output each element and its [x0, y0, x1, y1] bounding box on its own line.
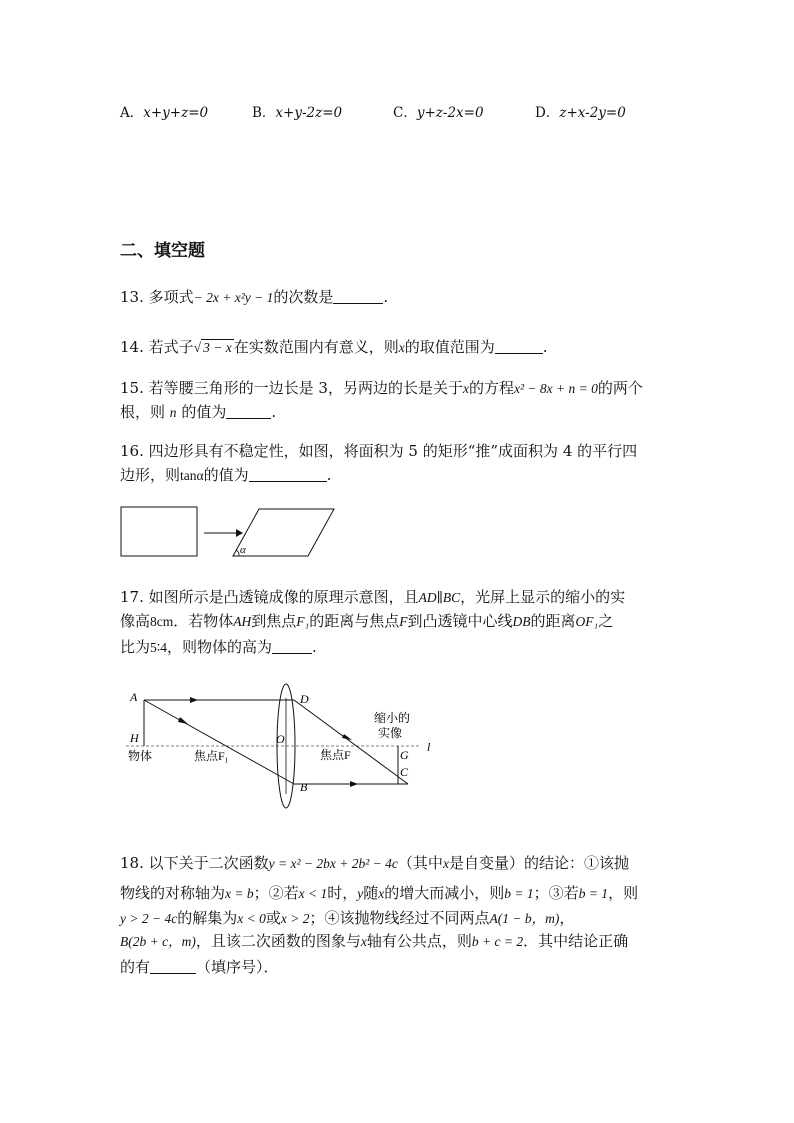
question-18-line-1: 18. 以下关于二次函数y = x² − 2bx + 2b² − 4c（其中x是自变量）的结论：①该抛 [120, 854, 629, 872]
label-image-line-2: 实像 [378, 726, 403, 740]
answer-blank[interactable] [249, 467, 327, 482]
label-image-line-1: 缩小的 [374, 711, 411, 725]
question-17-line-1: 17. 如图所示是凸透镜成像的原理示意图，且AD∥BC，光屏上显示的缩小的实 [120, 588, 626, 606]
answer-blank[interactable] [272, 639, 312, 654]
question-15-line-2: 根，则 n 的值为 . [120, 403, 277, 421]
ray-arrow-icon [178, 717, 188, 724]
question-17-line-2: 像高8cm．若物体AH到焦点F₁的距离与焦点F到凸透镜中心线DB的距离OF₁之 [120, 612, 614, 630]
question-16-line-1: 16. 四边形具有不稳定性，如图，将面积为 5 的矩形“推”成面积为 4 的平行四 [120, 442, 638, 460]
parallelogram-shape [233, 509, 334, 556]
answer-blank[interactable] [150, 959, 196, 974]
label-G: G [400, 748, 409, 762]
option-d: D．z+x-2y=0 [535, 105, 626, 121]
question-18-line-5: 的有 （填序号）． [120, 958, 279, 976]
ray-arrow-icon [350, 781, 358, 787]
label-H: H [130, 731, 139, 745]
section-title: 二、填空题 [120, 241, 205, 261]
label-O: O [276, 732, 285, 746]
angle-arc [236, 550, 239, 556]
option-a: A．x+y+z=0 [120, 105, 209, 121]
label-focus-F1: 焦点F₁ [194, 749, 229, 763]
question-16-line-2: 边形，则tanα的值为 . [120, 466, 332, 484]
label-C: C [400, 765, 409, 779]
question-15-line-1: 15. 若等腰三角形的一边长是 3，另两边的长是关于x的方程x² − 8x + n = 0的两个 [120, 379, 643, 397]
ray-arrow-icon [190, 697, 198, 703]
rectangle-parallelogram-figure [115, 500, 345, 564]
label-object: 物体 [128, 749, 153, 763]
answer-blank[interactable] [226, 404, 271, 419]
question-13: 13. 多项式− 2x + x²y − 1的次数是 . [120, 288, 389, 306]
label-l: l [427, 740, 431, 754]
question-18-line-2: 物线的对称轴为x = b；②若x < 1时，y随x的增大而减小，则b = 1；③若b = 1，则 [120, 884, 639, 902]
alpha-label: α [240, 544, 246, 556]
question-18-line-4: B(2b + c，m)，且该二次函数的图象与x轴有公共点，则b + c = 2．其中结论正确 [120, 932, 629, 950]
label-focus-F: 焦点F [320, 748, 351, 762]
convex-lens-diagram [118, 680, 448, 810]
option-c: C．y+z-2x=0 [393, 105, 484, 121]
ray-AB [144, 700, 294, 784]
answer-blank[interactable] [333, 289, 383, 304]
arrow-head-icon [236, 529, 243, 537]
rectangle-shape [121, 507, 197, 556]
question-14: 14. 若式子√ 3 − x 在实数范围内有意义，则x的取值范围为 . [120, 338, 548, 356]
question-17-line-3: 比为5∶4，则物体的高为 . [120, 638, 317, 656]
answer-blank[interactable] [495, 339, 543, 354]
option-b: B．x+y-2z=0 [252, 105, 343, 121]
label-B: B [300, 780, 308, 794]
label-D: D [300, 692, 309, 706]
label-A: A [130, 690, 138, 704]
question-18-line-3: y > 2 − 4c的解集为x < 0或x > 2；④该抛物线经过不同两点A(1 − b，m)， [120, 909, 575, 927]
